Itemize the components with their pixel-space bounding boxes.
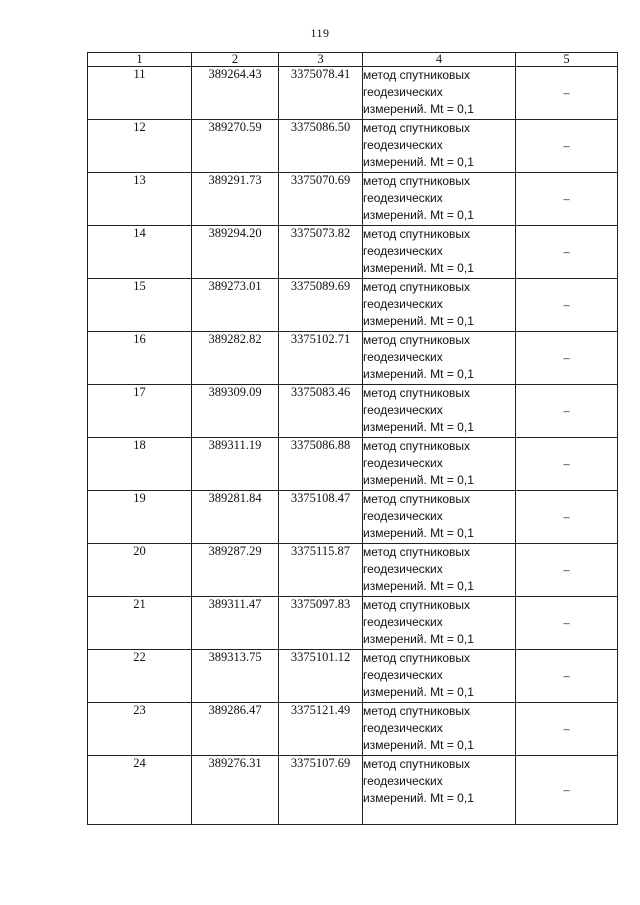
note-cell: –	[516, 491, 618, 544]
method-line: метод спутниковых	[363, 121, 471, 135]
method-line: геодезических	[363, 721, 443, 735]
table-row	[88, 438, 618, 491]
method-line: геодезических	[363, 297, 443, 311]
method-line: измерений. Mt = 0,1	[363, 738, 474, 752]
method-line: метод спутниковых	[363, 333, 471, 347]
x-coordinate-cell: 389286.47	[192, 703, 279, 756]
method-line: геодезических	[363, 668, 443, 682]
y-coordinate-cell: 3375086.88	[279, 438, 363, 491]
x-coordinate-cell: 389276.31	[192, 756, 279, 825]
y-coordinate-cell: 3375101.12	[279, 650, 363, 703]
method-line: измерений. Mt = 0,1	[363, 579, 474, 593]
header-cell-5: 5	[516, 53, 618, 67]
x-coordinate-cell: 389273.01	[192, 279, 279, 332]
point-number-cell: 11	[88, 67, 192, 120]
point-number-cell: 21	[88, 597, 192, 650]
method-line: измерений. Mt = 0,1	[363, 367, 474, 381]
header-cell-1: 1	[88, 53, 192, 67]
point-number-cell: 19	[88, 491, 192, 544]
x-coordinate-cell: 389281.84	[192, 491, 279, 544]
method-cell	[363, 491, 516, 544]
table-row	[88, 491, 618, 544]
note-cell: –	[516, 756, 618, 825]
point-number-cell: 14	[88, 226, 192, 279]
method-line: метод спутниковых	[363, 757, 471, 771]
x-coordinate-cell: 389311.19	[192, 438, 279, 491]
table-row	[88, 173, 618, 226]
note-cell: –	[516, 650, 618, 703]
method-line: метод спутниковых	[363, 598, 471, 612]
table-row	[88, 597, 618, 650]
y-coordinate-cell: 3375070.69	[279, 173, 363, 226]
method-line: метод спутниковых	[363, 439, 471, 453]
table-row	[88, 650, 618, 703]
y-coordinate-cell: 3375083.46	[279, 385, 363, 438]
method-line: метод спутниковых	[363, 651, 471, 665]
point-number-cell: 18	[88, 438, 192, 491]
method-line: геодезических	[363, 191, 443, 205]
method-line: геодезических	[363, 774, 443, 788]
y-coordinate-cell: 3375115.87	[279, 544, 363, 597]
point-number-cell: 22	[88, 650, 192, 703]
point-number-cell: 15	[88, 279, 192, 332]
point-number-cell: 13	[88, 173, 192, 226]
method-line: метод спутниковых	[363, 280, 471, 294]
y-coordinate-cell: 3375089.69	[279, 279, 363, 332]
header-cell-2: 2	[192, 53, 279, 67]
method-line: измерений. Mt = 0,1	[363, 526, 474, 540]
method-line: измерений. Mt = 0,1	[363, 791, 474, 805]
table-row	[88, 226, 618, 279]
note-cell: –	[516, 385, 618, 438]
point-number-cell: 20	[88, 544, 192, 597]
method-cell	[363, 597, 516, 650]
method-line: измерений. Mt = 0,1	[363, 632, 474, 646]
point-number-cell: 23	[88, 703, 192, 756]
page-number: 119	[310, 26, 330, 40]
table-row	[88, 67, 618, 120]
method-line: метод спутниковых	[363, 545, 471, 559]
y-coordinate-cell: 3375102.71	[279, 332, 363, 385]
x-coordinate-cell: 389264.43	[192, 67, 279, 120]
method-line: измерений. Mt = 0,1	[363, 685, 474, 699]
note-cell: –	[516, 438, 618, 491]
method-line: геодезических	[363, 509, 443, 523]
method-line: измерений. Mt = 0,1	[363, 314, 474, 328]
method-line: измерений. Mt = 0,1	[363, 420, 474, 434]
method-line: измерений. Mt = 0,1	[363, 261, 474, 275]
note-cell: –	[516, 332, 618, 385]
note-cell: –	[516, 67, 618, 120]
x-coordinate-cell: 389309.09	[192, 385, 279, 438]
header-cell-4: 4	[363, 53, 516, 67]
x-coordinate-cell: 389311.47	[192, 597, 279, 650]
y-coordinate-cell: 3375073.82	[279, 226, 363, 279]
point-number-cell: 12	[88, 120, 192, 173]
table-row	[88, 544, 618, 597]
x-coordinate-cell: 389270.59	[192, 120, 279, 173]
y-coordinate-cell: 3375107.69	[279, 756, 363, 825]
note-cell: –	[516, 120, 618, 173]
method-line: геодезических	[363, 403, 443, 417]
table-row	[88, 756, 618, 825]
method-line: измерений. Mt = 0,1	[363, 155, 474, 169]
method-line: измерений. Mt = 0,1	[363, 208, 474, 222]
method-line: метод спутниковых	[363, 386, 471, 400]
method-line: измерений. Mt = 0,1	[363, 102, 474, 116]
x-coordinate-cell: 389291.73	[192, 173, 279, 226]
method-line: метод спутниковых	[363, 68, 471, 82]
header-cell-3: 3	[279, 53, 363, 67]
method-line: геодезических	[363, 138, 443, 152]
method-line: метод спутниковых	[363, 492, 471, 506]
note-cell: –	[516, 703, 618, 756]
method-line: геодезических	[363, 615, 443, 629]
note-cell: –	[516, 226, 618, 279]
table-row	[88, 279, 618, 332]
method-line: геодезических	[363, 85, 443, 99]
method-cell	[363, 438, 516, 491]
table-header-row	[88, 53, 618, 67]
x-coordinate-cell: 389313.75	[192, 650, 279, 703]
method-cell	[363, 173, 516, 226]
y-coordinate-cell: 3375097.83	[279, 597, 363, 650]
table-row	[88, 385, 618, 438]
point-number-cell: 17	[88, 385, 192, 438]
method-cell	[363, 67, 516, 120]
method-line: метод спутниковых	[363, 704, 471, 718]
x-coordinate-cell: 389294.20	[192, 226, 279, 279]
note-cell: –	[516, 597, 618, 650]
method-line: геодезических	[363, 456, 443, 470]
method-line: метод спутниковых	[363, 174, 471, 188]
note-cell: –	[516, 544, 618, 597]
method-cell	[363, 385, 516, 438]
method-cell	[363, 226, 516, 279]
method-cell	[363, 279, 516, 332]
y-coordinate-cell: 3375108.47	[279, 491, 363, 544]
method-line: геодезических	[363, 350, 443, 364]
method-cell	[363, 650, 516, 703]
y-coordinate-cell: 3375121.49	[279, 703, 363, 756]
method-cell	[363, 756, 516, 825]
x-coordinate-cell: 389287.29	[192, 544, 279, 597]
method-line: измерений. Mt = 0,1	[363, 473, 474, 487]
point-number-cell: 16	[88, 332, 192, 385]
method-cell	[363, 332, 516, 385]
y-coordinate-cell: 3375086.50	[279, 120, 363, 173]
method-cell	[363, 544, 516, 597]
method-cell	[363, 120, 516, 173]
table-row	[88, 120, 618, 173]
method-cell	[363, 703, 516, 756]
table-row	[88, 703, 618, 756]
method-line: геодезических	[363, 244, 443, 258]
method-line: геодезических	[363, 562, 443, 576]
coordinates-table	[87, 52, 618, 825]
x-coordinate-cell: 389282.82	[192, 332, 279, 385]
y-coordinate-cell: 3375078.41	[279, 67, 363, 120]
method-line: метод спутниковых	[363, 227, 471, 241]
note-cell: –	[516, 173, 618, 226]
note-cell: –	[516, 279, 618, 332]
table-row	[88, 332, 618, 385]
point-number-cell: 24	[88, 756, 192, 825]
